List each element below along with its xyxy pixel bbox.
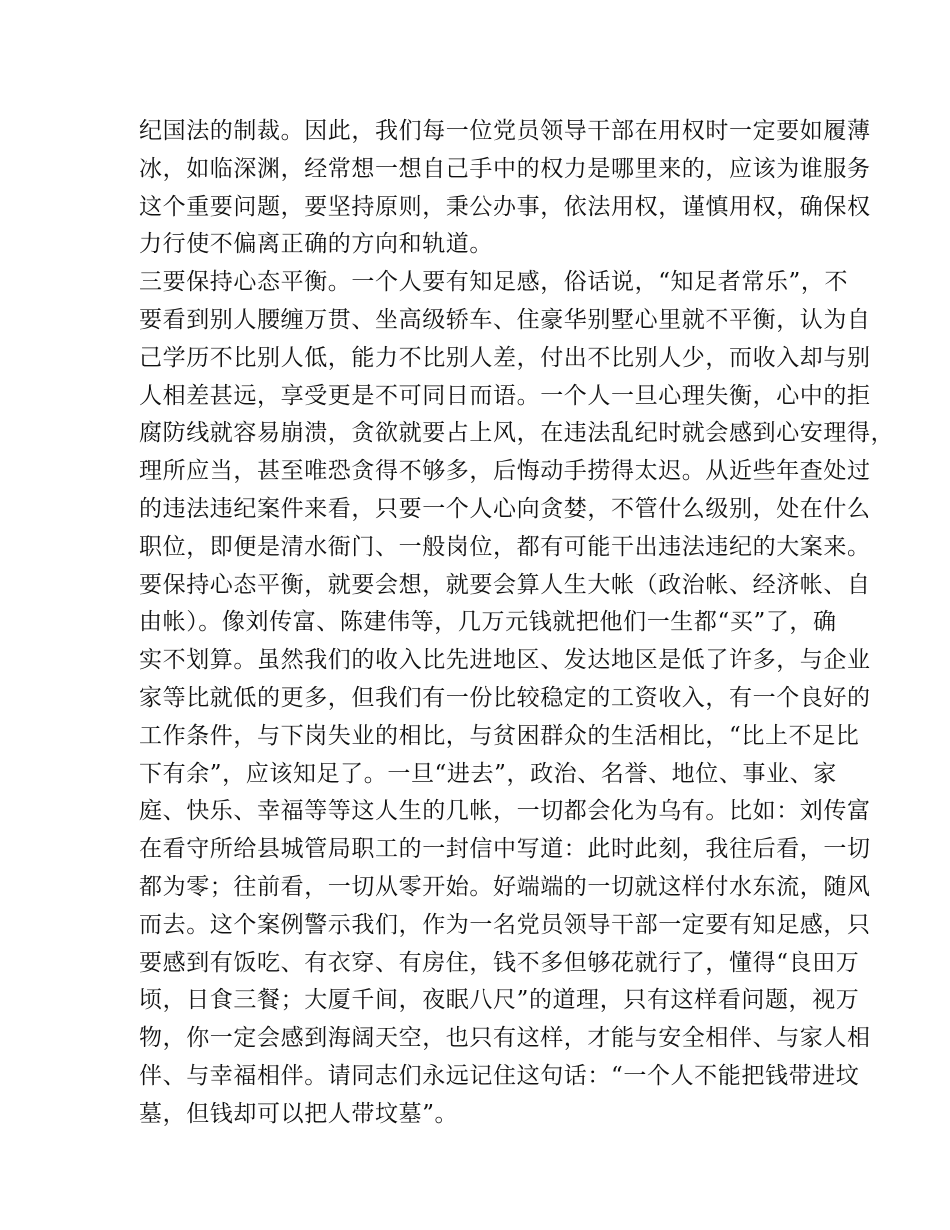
text-line: 腐防线就容易崩溃，贪欲就要占上风，在违法乱纪时就会感到心安理得， bbox=[139, 420, 895, 447]
text-line: 实不划算。虽然我们的收入比先进地区、发达地区是低了许多，与企业 bbox=[139, 647, 871, 674]
text-line: 要保持心态平衡，就要会想，就要会算人生大帐（政治帐、经济帐、自 bbox=[139, 571, 871, 598]
text-line: 要看到别人腰缠万贯、坐高级轿车、住豪华别墅心里就不平衡，认为自 bbox=[139, 306, 871, 333]
text-line: 墓，但钱却可以把人带坟墓”。 bbox=[139, 1100, 459, 1127]
body-text bbox=[139, 113, 895, 1134]
text-line: 在看守所给县城管局职工的一封信中写道：此时此刻，我往后看，一切 bbox=[139, 836, 871, 863]
text-line: 庭、快乐、幸福等等这人生的几帐，一切都会化为乌有。比如：刘传富 bbox=[139, 798, 871, 825]
text-line: 伴、与幸福相伴。请同志们永远记住这句话：“一个人不能把钱带进坟 bbox=[139, 1062, 860, 1089]
text-line: 纪国法的制裁。因此，我们每一位党员领导干部在用权时一定要如履薄 bbox=[139, 118, 871, 144]
text-line: 冰，如临深渊，经常想一想自己手中的权力是哪里来的，应该为谁服务 bbox=[139, 155, 871, 182]
text-line: 理所应当，甚至唯恐贪得不够多，后悔动手捞得太迟。从近些年查处过 bbox=[139, 458, 871, 485]
text-line: 人相差甚远，享受更是不可同日而语。一个人一旦心理失衡，心中的拒 bbox=[139, 382, 871, 409]
text-line: 下有余”，应该知足了。一旦“进去”，政治、名誉、地位、事业、家 bbox=[139, 760, 837, 787]
text-line: 要感到有饭吃、有衣穿、有房住，钱不多但够花就行了，懂得“良田万 bbox=[139, 949, 860, 976]
text-line: 都为零；往前看，一切从零开始。好端端的一切就这样付水东流，随风 bbox=[139, 873, 871, 900]
text-line: 顷，日食三餐；大厦千间，夜眠八尺”的道理，只有这样看问题，视万 bbox=[139, 987, 860, 1014]
text-line: 力行使不偏离正确的方向和轨道。 bbox=[139, 231, 493, 258]
text-line: 己学历不比别人低，能力不比别人差，付出不比别人少，而收入却与别 bbox=[139, 344, 871, 371]
text-line: 家等比就低的更多，但我们有一份比较稳定的工资收入，有一个良好的 bbox=[139, 684, 871, 711]
text-line: 由帐）。像刘传富、陈建伟等，几万元钱就把他们一生都“买”了，确 bbox=[139, 609, 837, 636]
text-line: 职位，即便是清水衙门、一般岗位，都有可能干出违法违纪的大案来。 bbox=[139, 533, 871, 560]
paragraph-start-line: 三要保持心态平衡。一个人要有知足感，俗话说，“知足者常乐”，不 bbox=[139, 269, 849, 296]
text-line: 的违法违纪案件来看，只要一个人心向贪婪，不管什么级别，处在什么 bbox=[139, 495, 871, 522]
text-line: 这个重要问题，要坚持原则，秉公办事，依法用权，谨慎用权，确保权 bbox=[139, 193, 871, 220]
text-line: 物，你一定会感到海阔天空，也只有这样，才能与安全相伴、与家人相 bbox=[139, 1025, 871, 1052]
text-line: 工作条件，与下岗失业的相比，与贫困群众的生活相比，“比上不足比 bbox=[139, 722, 860, 749]
text-line: 而去。这个案例警示我们，作为一名党员领导干部一定要有知足感，只 bbox=[139, 911, 871, 938]
